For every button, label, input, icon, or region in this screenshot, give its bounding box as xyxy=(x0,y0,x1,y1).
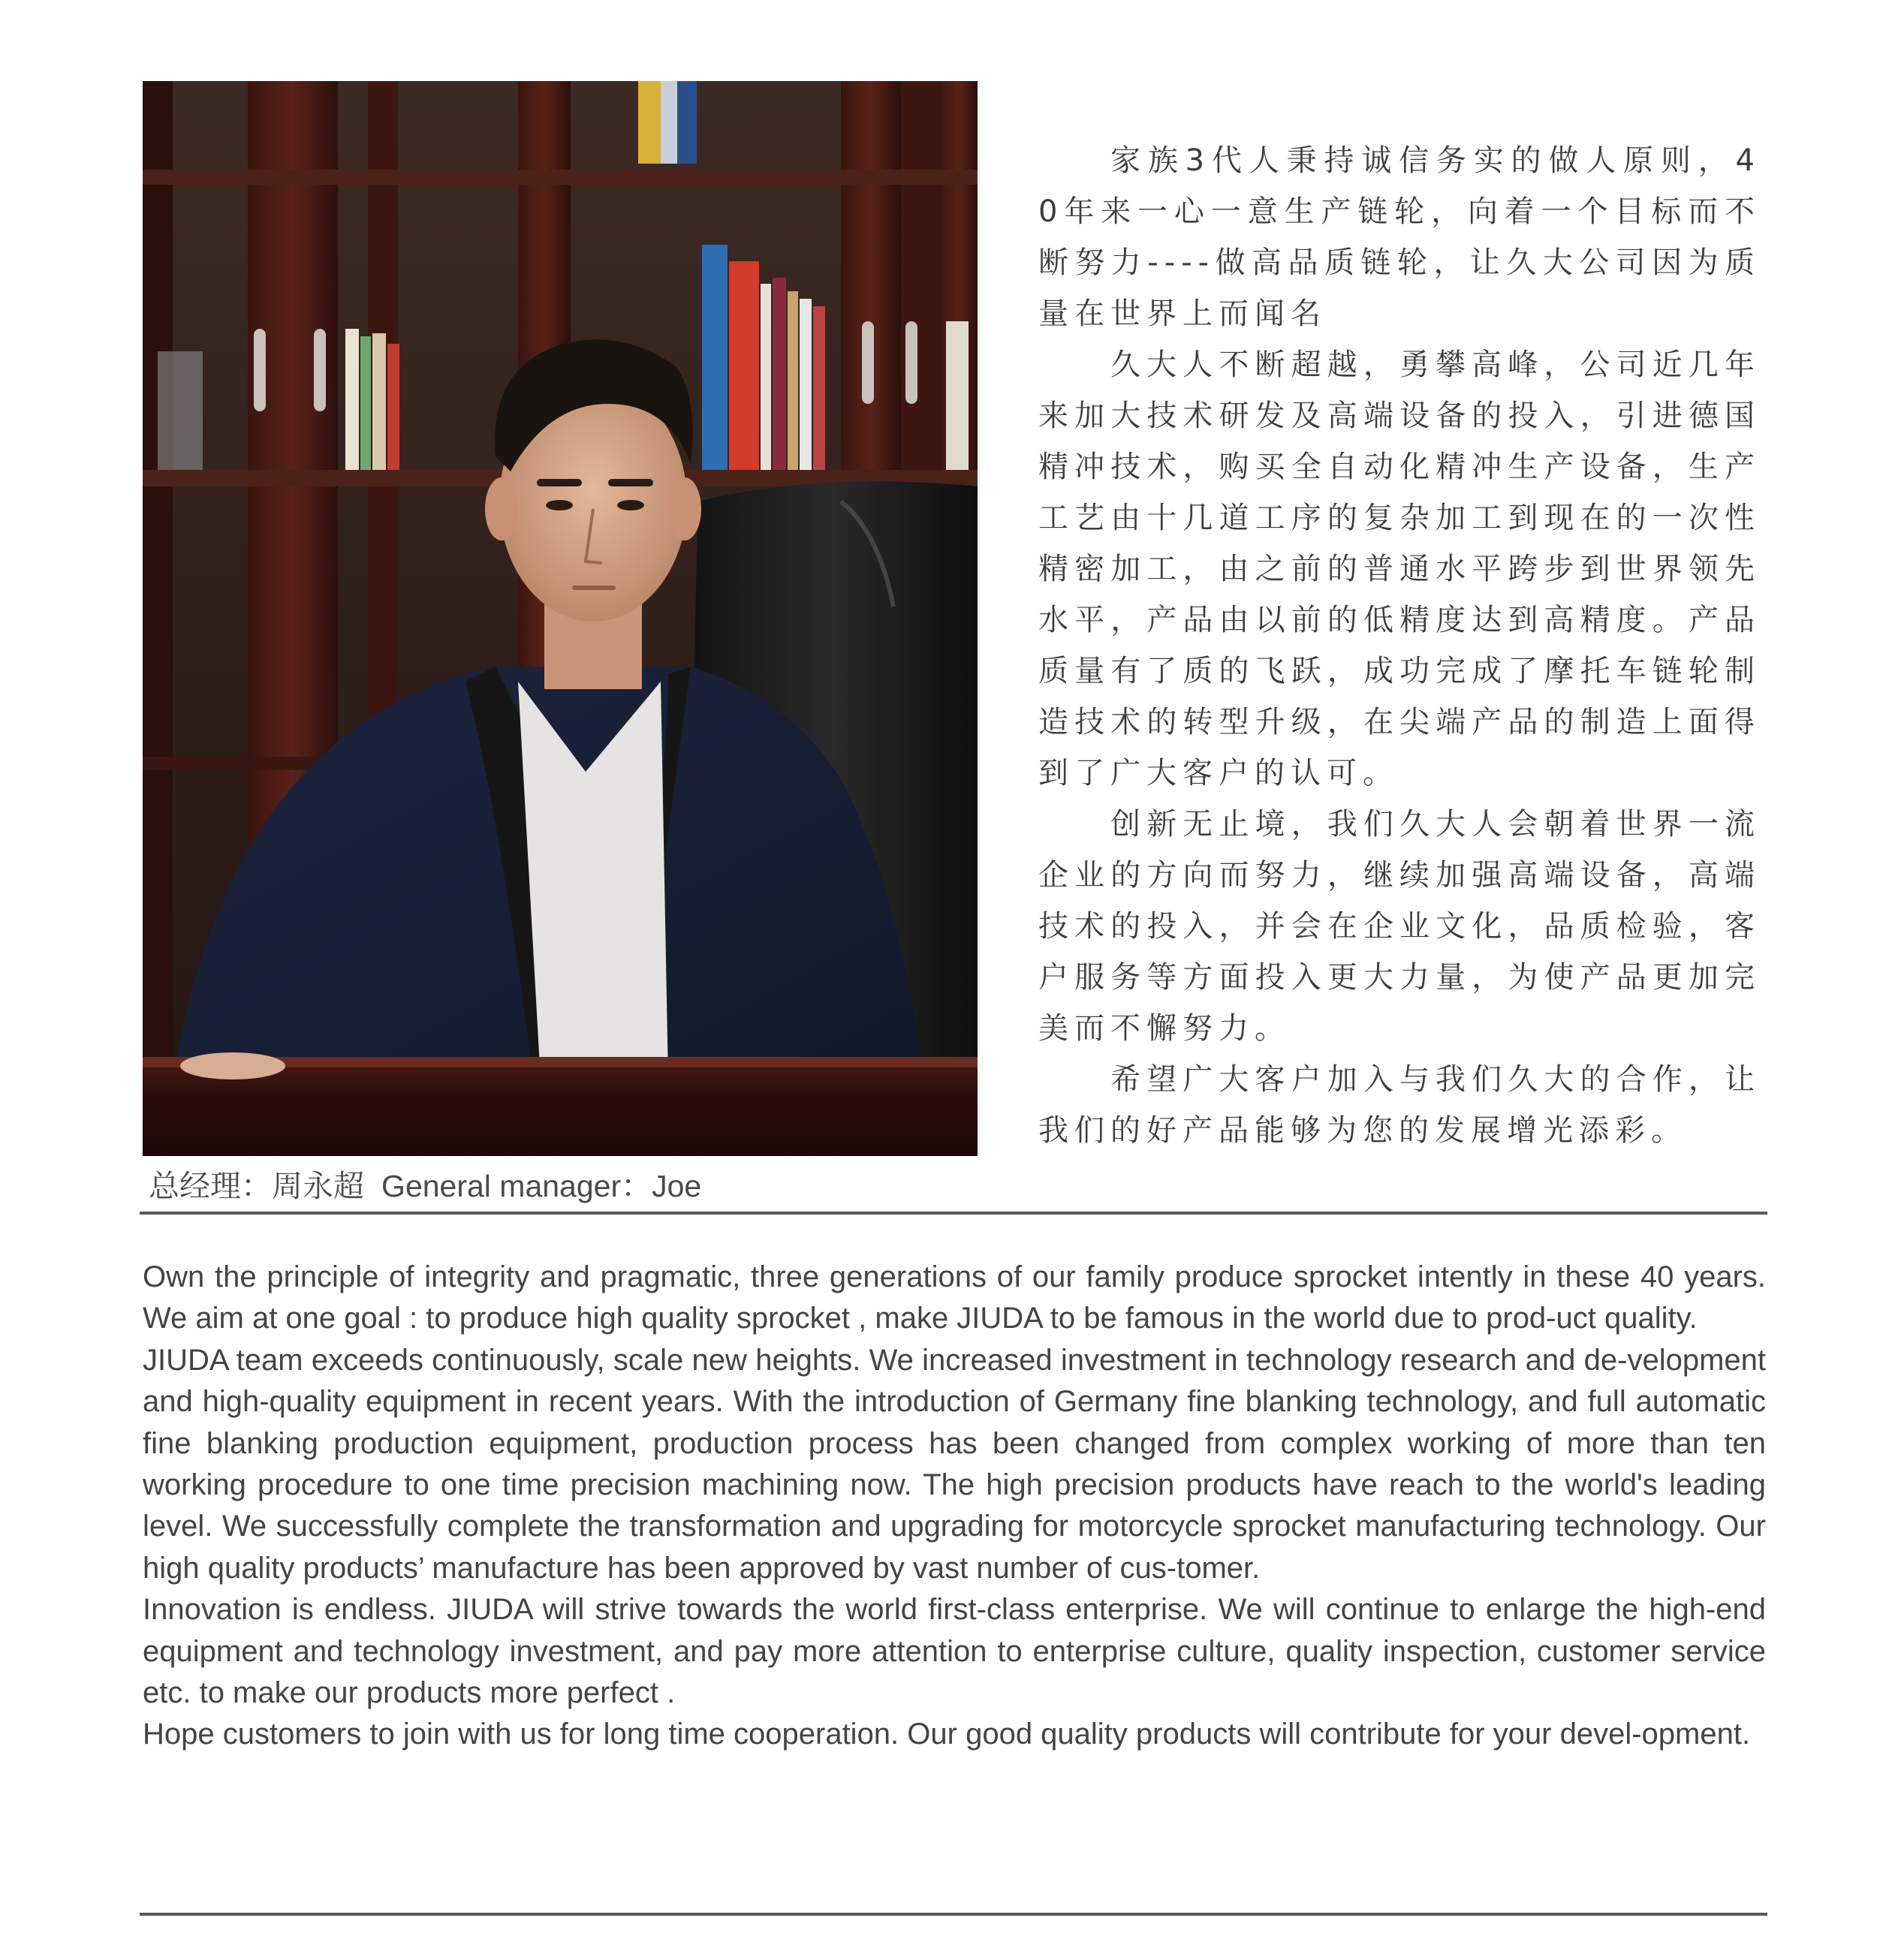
portrait-illustration xyxy=(143,81,978,1156)
zh-paragraph-4: 希望广大客户加入与我们久大的合作，让我们的好产品能够为您的发展增光添彩。 xyxy=(1038,1062,1761,1148)
top-divider xyxy=(140,1212,1767,1215)
zh-paragraph-1: 家族3代人秉持诚信务实的做人原则，40年来一心一意生产链轮，向着一个目标而不断努力----做高品质链轮，让久大公司因为质量在世界上而闻名 xyxy=(1038,143,1761,331)
chinese-text-column xyxy=(1038,135,1761,1156)
english-text-block xyxy=(143,1257,1766,1756)
en-paragraph-3: Innovation is endless. JIUDA will strive towards the world first-class enterprise. We will continue to enlarge the high-end equipment and technology investment, and pay more attention to enterprise culture, quality inspection, customer service etc. to make our products more perfect . xyxy=(143,1593,1766,1710)
bottom-divider xyxy=(140,1913,1767,1916)
caption-en: General manager：Joe xyxy=(381,1169,702,1203)
zh-paragraph-2: 久大人不断超越，勇攀高峰，公司近几年来加大技术研发及高端设备的投入，引进德国精冲技术，购买全自动化精冲生产设备，生产工艺由十几道工序的复杂加工到现在的一次性精密加工，由之前的普通水平跨步到世界领先水平，产品由以前的低精度达到高精度。产品质量有了质的飞跃，成功完成了摩托车链轮制造技术的转型升级，在尖端产品的制造上面得到了广大客户的认可。 xyxy=(1038,348,1761,790)
en-paragraph-4: Hope customers to join with us for long time cooperation. Our good quality products will contribute for your devel-opment. xyxy=(143,1718,1751,1751)
manager-portrait xyxy=(143,81,978,1156)
zh-paragraph-3: 创新无止境，我们久大人会朝着世界一流企业的方向而努力，继续加强高端设备，高端技术的投入，并会在企业文化，品质检验，客户服务等方面投入更大力量，为使产品更加完美而不懈努力。 xyxy=(1038,807,1761,1046)
en-paragraph-1: Own the principle of integrity and pragmatic, three generations of our family produce sprocket intently in these 40 years. We aim at one goal : to produce high quality sprocket , make JIUDA to be famous in the world due to prod-uct quality. xyxy=(143,1260,1766,1335)
portrait-caption xyxy=(149,1165,701,1207)
en-paragraph-2: JIUDA team exceeds continuously, scale new heights. We increased investment in technology research and de-velopment and high-quality equipment in recent years. With the introduction of Germany fine blanking technology, and full automatic fine blanking production equipment, production process has been changed from complex working of more than ten working procedure to one time precision machining now. The high precision products have reach to the world's leading level. We successfully complete the transformation and upgrading for motorcycle sprocket manufacturing technology. Our high quality products’ manufacture has been approved by vast number of cus-tomer. xyxy=(143,1343,1766,1585)
caption-zh: 总经理：周永超 xyxy=(149,1168,364,1204)
